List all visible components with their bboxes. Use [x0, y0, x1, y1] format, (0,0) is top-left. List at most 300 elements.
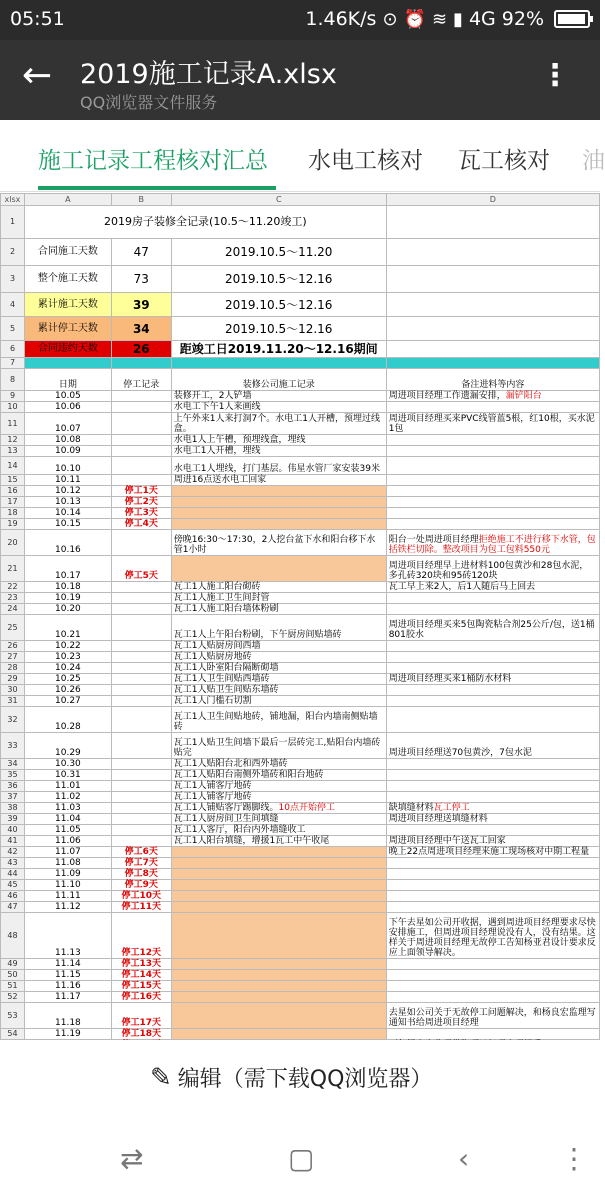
note-cell[interactable]	[386, 733, 599, 759]
row-number[interactable]: 50	[1, 970, 25, 981]
note-cell[interactable]	[386, 970, 599, 981]
table-row	[1, 446, 600, 457]
menu-icon[interactable]: ⋮	[560, 1142, 588, 1175]
date-cell[interactable]: 10.12	[24, 486, 111, 497]
stop-cell[interactable]	[111, 707, 171, 733]
column-title[interactable]: 日期	[24, 369, 111, 391]
work-cell[interactable]	[171, 508, 386, 519]
column-header[interactable]: B	[111, 194, 171, 206]
date-cell[interactable]: 10.20	[24, 604, 111, 615]
work-cell[interactable]	[171, 1003, 386, 1029]
row-number[interactable]: 13	[1, 446, 25, 457]
stop-cell[interactable]	[111, 402, 171, 413]
tab-painting[interactable]: 油	[582, 148, 605, 174]
work-cell[interactable]	[171, 803, 386, 814]
row-number[interactable]: 4	[1, 293, 25, 317]
note-cell[interactable]	[386, 615, 599, 641]
stop-cell[interactable]	[111, 593, 171, 604]
summary-value[interactable]: 39	[111, 293, 171, 317]
work-cell[interactable]	[171, 413, 386, 435]
stop-cell[interactable]: 停工5天	[111, 556, 171, 582]
note-cell[interactable]	[386, 913, 599, 959]
date-cell[interactable]: 10.13	[24, 497, 111, 508]
work-cell[interactable]	[171, 970, 386, 981]
work-cell[interactable]	[171, 992, 386, 1003]
row-number[interactable]: 9	[1, 391, 25, 402]
stop-cell[interactable]: 停工12天	[111, 913, 171, 959]
cell[interactable]	[111, 358, 171, 369]
note-cell[interactable]	[386, 707, 599, 733]
stop-cell[interactable]	[111, 663, 171, 674]
note-cell[interactable]	[386, 981, 599, 992]
stop-cell[interactable]	[111, 652, 171, 663]
date-cell[interactable]: 11.01	[24, 781, 111, 792]
row-number[interactable]: 31	[1, 696, 25, 707]
date-cell[interactable]: 11.06	[24, 836, 111, 847]
row-number[interactable]: 35	[1, 770, 25, 781]
work-cell[interactable]	[171, 781, 386, 792]
date-cell[interactable]: 11.03	[24, 803, 111, 814]
switch-icon[interactable]: ⇄	[120, 1142, 144, 1175]
row-number[interactable]: 36	[1, 781, 25, 792]
work-cell[interactable]	[171, 913, 386, 959]
stop-cell[interactable]: 停工3天	[111, 508, 171, 519]
work-cell[interactable]	[171, 814, 386, 825]
date-cell[interactable]: 10.22	[24, 641, 111, 652]
note-cell[interactable]	[386, 413, 599, 435]
stop-cell[interactable]: 停工7天	[111, 858, 171, 869]
note-cell[interactable]	[386, 663, 599, 674]
row-number[interactable]: 48	[1, 913, 25, 959]
cell[interactable]	[386, 239, 599, 266]
summary-range[interactable]: 2019.10.5～11.20	[171, 239, 386, 266]
date-cell[interactable]: 11.19	[24, 1029, 111, 1040]
row-number[interactable]: 12	[1, 435, 25, 446]
note-cell[interactable]	[386, 652, 599, 663]
stop-cell[interactable]: 停工11天	[111, 902, 171, 913]
date-cell[interactable]: 10.29	[24, 733, 111, 759]
work-cell[interactable]	[171, 770, 386, 781]
date-cell[interactable]: 10.31	[24, 770, 111, 781]
column-title[interactable]: 装修公司施工记录	[171, 369, 386, 391]
summary-value[interactable]: 26	[111, 341, 171, 358]
date-cell[interactable]: 11.10	[24, 880, 111, 891]
stop-cell[interactable]	[111, 475, 171, 486]
note-cell[interactable]	[386, 508, 599, 519]
stop-cell[interactable]: 停工14天	[111, 970, 171, 981]
row-number[interactable]: 8	[1, 369, 25, 391]
summary-value[interactable]: 34	[111, 317, 171, 341]
stop-cell[interactable]: 停工10天	[111, 891, 171, 902]
row-number[interactable]: 24	[1, 604, 25, 615]
date-cell[interactable]: 11.16	[24, 981, 111, 992]
work-cell[interactable]	[171, 981, 386, 992]
work-cell[interactable]	[171, 696, 386, 707]
date-cell[interactable]: 10.28	[24, 707, 111, 733]
more-menu-icon[interactable]: ⋮	[540, 58, 570, 93]
date-cell[interactable]: 11.07	[24, 847, 111, 858]
work-cell[interactable]	[171, 446, 386, 457]
date-cell[interactable]: 11.04	[24, 814, 111, 825]
table-row	[1, 582, 600, 593]
row-number[interactable]: 52	[1, 992, 25, 1003]
note-cell[interactable]	[386, 803, 599, 814]
work-cell[interactable]	[171, 615, 386, 641]
stop-cell[interactable]	[111, 836, 171, 847]
work-cell[interactable]	[171, 582, 386, 593]
note-cell[interactable]	[386, 759, 599, 770]
work-cell[interactable]	[171, 402, 386, 413]
date-cell[interactable]: 10.17	[24, 556, 111, 582]
stop-cell[interactable]	[111, 435, 171, 446]
work-cell[interactable]	[171, 652, 386, 663]
date-cell[interactable]: 10.11	[24, 475, 111, 486]
note-cell[interactable]	[386, 814, 599, 825]
work-cell[interactable]	[171, 792, 386, 803]
cell[interactable]	[386, 317, 599, 341]
note-cell[interactable]	[386, 880, 599, 891]
note-cell[interactable]	[386, 792, 599, 803]
row-number[interactable]: 51	[1, 981, 25, 992]
date-cell[interactable]: 10.27	[24, 696, 111, 707]
note-cell[interactable]	[386, 641, 599, 652]
summary-range[interactable]: 距竣工日2019.11.20～12.16期间	[171, 341, 386, 358]
note-cell[interactable]	[386, 959, 599, 970]
work-text: 水电工下午1人来画线	[173, 402, 261, 412]
column-header[interactable]: A	[24, 194, 111, 206]
note-cell[interactable]	[386, 891, 599, 902]
stop-cell[interactable]	[111, 582, 171, 593]
note-cell[interactable]	[386, 858, 599, 869]
note-cell[interactable]	[386, 391, 599, 402]
note-cell[interactable]	[386, 869, 599, 880]
stop-cell[interactable]	[111, 781, 171, 792]
work-cell[interactable]	[171, 497, 386, 508]
row-number[interactable]: 20	[1, 530, 25, 556]
table-row	[1, 970, 600, 981]
work-cell[interactable]	[171, 457, 386, 475]
row-number[interactable]: 15	[1, 475, 25, 486]
row-number[interactable]: 54	[1, 1029, 25, 1040]
row-number[interactable]: 38	[1, 803, 25, 814]
summary-label[interactable]: 累计停工天数	[24, 317, 111, 341]
date-cell[interactable]: 10.19	[24, 593, 111, 604]
tab-summary[interactable]: 施工记录工程核对汇总	[38, 148, 268, 174]
note-cell[interactable]	[386, 519, 599, 530]
note-cell[interactable]	[386, 781, 599, 792]
row-number[interactable]: 40	[1, 825, 25, 836]
row-number[interactable]: 14	[1, 457, 25, 475]
date-cell[interactable]: 10.06	[24, 402, 111, 413]
date-cell[interactable]: 10.10	[24, 457, 111, 475]
stop-cell[interactable]	[111, 413, 171, 435]
row-number[interactable]: 47	[1, 902, 25, 913]
stop-cell[interactable]	[111, 391, 171, 402]
note-cell[interactable]	[386, 435, 599, 446]
stop-cell[interactable]: 停工6天	[111, 847, 171, 858]
row-number[interactable]: 17	[1, 497, 25, 508]
row-number[interactable]: 10	[1, 402, 25, 413]
row-number[interactable]: 37	[1, 792, 25, 803]
stop-cell[interactable]: 停工17天	[111, 1003, 171, 1029]
date-cell[interactable]: 10.23	[24, 652, 111, 663]
summary-label[interactable]: 合同违约天数	[24, 341, 111, 358]
summary-value[interactable]: 73	[111, 266, 171, 293]
back-icon[interactable]: ‹	[458, 1142, 470, 1175]
stop-cell[interactable]	[111, 759, 171, 770]
work-cell[interactable]	[171, 530, 386, 556]
summary-label[interactable]: 累计施工天数	[24, 293, 111, 317]
column-header[interactable]: C	[171, 194, 386, 206]
row-number[interactable]: 29	[1, 674, 25, 685]
stop-cell[interactable]: 停工1天	[111, 486, 171, 497]
cell[interactable]	[386, 293, 599, 317]
summary-range[interactable]: 2019.10.5～12.16	[171, 293, 386, 317]
note-cell[interactable]	[386, 486, 599, 497]
row-number[interactable]: 1	[1, 206, 25, 239]
note-cell[interactable]	[386, 836, 599, 847]
spreadsheet[interactable]	[0, 193, 600, 1040]
date-cell[interactable]: 10.14	[24, 508, 111, 519]
stop-cell[interactable]: 停工16天	[111, 992, 171, 1003]
date-cell[interactable]: 10.18	[24, 582, 111, 593]
work-cell[interactable]	[171, 825, 386, 836]
stop-cell[interactable]: 停工13天	[111, 959, 171, 970]
cell[interactable]	[386, 358, 599, 369]
work-cell[interactable]	[171, 858, 386, 869]
note-cell[interactable]	[386, 530, 599, 556]
note-cell[interactable]	[386, 457, 599, 475]
date-cell[interactable]: 11.02	[24, 792, 111, 803]
date-cell[interactable]: 10.21	[24, 615, 111, 641]
cell[interactable]	[171, 358, 386, 369]
date-cell[interactable]: 11.17	[24, 992, 111, 1003]
date-cell[interactable]: 10.05	[24, 391, 111, 402]
edit-label: 编辑（需下载QQ浏览器）	[177, 1067, 433, 1092]
stop-cell[interactable]	[111, 615, 171, 641]
date-cell[interactable]: 10.26	[24, 685, 111, 696]
work-cell[interactable]	[171, 1029, 386, 1040]
column-header[interactable]: D	[386, 194, 599, 206]
note-cell[interactable]	[386, 992, 599, 1003]
row-number[interactable]: 28	[1, 663, 25, 674]
row-number[interactable]: 49	[1, 959, 25, 970]
date-cell[interactable]: 11.11	[24, 891, 111, 902]
row-number[interactable]: 18	[1, 508, 25, 519]
note-text: 周进项目经理送70包黄沙，7包水泥	[388, 748, 532, 758]
stop-cell[interactable]: 停工15天	[111, 981, 171, 992]
note-cell[interactable]	[386, 902, 599, 913]
row-number[interactable]: 41	[1, 836, 25, 847]
note-cell[interactable]	[386, 770, 599, 781]
note-cell[interactable]	[386, 475, 599, 486]
cell[interactable]	[386, 341, 599, 358]
stop-cell[interactable]	[111, 685, 171, 696]
stop-cell[interactable]	[111, 674, 171, 685]
note-cell[interactable]	[386, 847, 599, 858]
work-cell[interactable]	[171, 556, 386, 582]
note-cell[interactable]	[386, 696, 599, 707]
date-cell[interactable]: 10.15	[24, 519, 111, 530]
date-cell[interactable]: 10.08	[24, 435, 111, 446]
row-number[interactable]: 25	[1, 615, 25, 641]
work-cell[interactable]	[171, 519, 386, 530]
date-cell[interactable]: 11.15	[24, 970, 111, 981]
note-cell[interactable]	[386, 497, 599, 508]
note-cell[interactable]	[386, 402, 599, 413]
row-number[interactable]: 46	[1, 891, 25, 902]
date-cell[interactable]: 11.18	[24, 1003, 111, 1029]
cell[interactable]	[24, 358, 111, 369]
stop-cell[interactable]	[111, 641, 171, 652]
date-cell[interactable]: 11.13	[24, 913, 111, 959]
note-cell[interactable]	[386, 1029, 599, 1040]
work-cell[interactable]	[171, 391, 386, 402]
stop-cell[interactable]	[111, 792, 171, 803]
row-number[interactable]: 11	[1, 413, 25, 435]
stop-cell[interactable]: 停工18天	[111, 1029, 171, 1040]
note-cell[interactable]	[386, 446, 599, 457]
sheet-title-cell[interactable]: 2019房子装修全记录(10.5～11.20竣工)	[24, 206, 386, 239]
summary-row	[1, 239, 600, 266]
home-icon[interactable]: ▢	[288, 1142, 315, 1175]
summary-label[interactable]: 合同施工天数	[24, 239, 111, 266]
row-number[interactable]: 21	[1, 556, 25, 582]
work-cell[interactable]	[171, 880, 386, 891]
tab-tiling[interactable]: 瓦工核对	[458, 148, 550, 174]
work-cell[interactable]	[171, 707, 386, 733]
stop-cell[interactable]	[111, 457, 171, 475]
summary-row	[1, 317, 600, 341]
row-number[interactable]: 34	[1, 759, 25, 770]
work-cell[interactable]	[171, 959, 386, 970]
work-cell[interactable]	[171, 593, 386, 604]
table-row	[1, 663, 600, 674]
note-cell[interactable]	[386, 582, 599, 593]
summary-range[interactable]: 2019.10.5～12.16	[171, 266, 386, 293]
cell[interactable]	[386, 206, 599, 239]
date-cell[interactable]: 10.16	[24, 530, 111, 556]
work-cell[interactable]	[171, 435, 386, 446]
row-number[interactable]: 22	[1, 582, 25, 593]
stop-cell[interactable]	[111, 446, 171, 457]
stop-cell[interactable]	[111, 530, 171, 556]
row-number[interactable]: 6	[1, 341, 25, 358]
row-number[interactable]: 23	[1, 593, 25, 604]
work-cell[interactable]	[171, 902, 386, 913]
stop-cell[interactable]: 停工4天	[111, 519, 171, 530]
note-cell[interactable]	[386, 685, 599, 696]
work-cell[interactable]	[171, 486, 386, 497]
work-cell[interactable]	[171, 733, 386, 759]
work-cell[interactable]	[171, 641, 386, 652]
row-number[interactable]: 5	[1, 317, 25, 341]
row-number[interactable]: 2	[1, 239, 25, 266]
corner-cell[interactable]: xlsx	[1, 194, 25, 206]
summary-value[interactable]: 47	[111, 239, 171, 266]
work-cell[interactable]	[171, 674, 386, 685]
stop-cell[interactable]	[111, 696, 171, 707]
row-number[interactable]: 32	[1, 707, 25, 733]
work-cell[interactable]	[171, 847, 386, 858]
row-number[interactable]: 26	[1, 641, 25, 652]
date-cell[interactable]: 11.12	[24, 902, 111, 913]
row-number[interactable]: 16	[1, 486, 25, 497]
date-cell[interactable]: 10.07	[24, 413, 111, 435]
work-cell[interactable]	[171, 869, 386, 880]
note-cell[interactable]	[386, 556, 599, 582]
stop-cell[interactable]	[111, 825, 171, 836]
column-title[interactable]: 备注进料等内容	[386, 369, 599, 391]
cell[interactable]	[386, 266, 599, 293]
tab-plumbing[interactable]: 水电工核对	[308, 148, 423, 174]
date-cell[interactable]: 11.08	[24, 858, 111, 869]
note-cell[interactable]	[386, 674, 599, 685]
date-cell[interactable]: 11.14	[24, 959, 111, 970]
stop-cell[interactable]	[111, 814, 171, 825]
row-number[interactable]: 43	[1, 858, 25, 869]
work-cell[interactable]	[171, 759, 386, 770]
date-cell[interactable]: 10.30	[24, 759, 111, 770]
stop-cell[interactable]: 停工2天	[111, 497, 171, 508]
work-cell[interactable]	[171, 891, 386, 902]
row-number[interactable]: 53	[1, 1003, 25, 1029]
column-header-row	[1, 194, 600, 206]
date-cell[interactable]: 10.24	[24, 663, 111, 674]
note-text: 瓦工早上来2人，后1人随后马上回去	[388, 582, 536, 592]
note-cell[interactable]	[386, 604, 599, 615]
stop-cell[interactable]	[111, 803, 171, 814]
row-number[interactable]: 39	[1, 814, 25, 825]
back-arrow-icon[interactable]: ←	[22, 55, 53, 96]
row-number[interactable]: 42	[1, 847, 25, 858]
row-number[interactable]: 30	[1, 685, 25, 696]
work-cell[interactable]	[171, 475, 386, 486]
note-cell[interactable]	[386, 825, 599, 836]
row-number[interactable]: 3	[1, 266, 25, 293]
stop-cell[interactable]	[111, 733, 171, 759]
date-cell[interactable]: 10.09	[24, 446, 111, 457]
work-cell[interactable]	[171, 836, 386, 847]
row-number[interactable]: 44	[1, 869, 25, 880]
row-number[interactable]: 33	[1, 733, 25, 759]
row-number[interactable]: 27	[1, 652, 25, 663]
work-cell[interactable]	[171, 604, 386, 615]
row-number[interactable]: 7	[1, 358, 25, 369]
note-cell[interactable]	[386, 1003, 599, 1029]
date-cell[interactable]: 11.09	[24, 869, 111, 880]
date-cell[interactable]: 10.25	[24, 674, 111, 685]
summary-range[interactable]: 2019.10.5～12.16	[171, 317, 386, 341]
stop-cell[interactable]	[111, 604, 171, 615]
table-row	[1, 696, 600, 707]
column-title[interactable]: 停工记录	[111, 369, 171, 391]
note-cell[interactable]	[386, 593, 599, 604]
stop-cell[interactable]	[111, 770, 171, 781]
work-text: 瓦工1人施工卫生间封管	[173, 593, 270, 603]
summary-label[interactable]: 整个施工天数	[24, 266, 111, 293]
row-number[interactable]: 45	[1, 880, 25, 891]
row-number[interactable]: 19	[1, 519, 25, 530]
edit-button[interactable]	[150, 1062, 432, 1093]
work-cell[interactable]	[171, 685, 386, 696]
date-cell[interactable]: 11.05	[24, 825, 111, 836]
table-row	[1, 981, 600, 992]
stop-cell[interactable]: 停工8天	[111, 869, 171, 880]
work-cell[interactable]	[171, 663, 386, 674]
stop-cell[interactable]: 停工9天	[111, 880, 171, 891]
table-row	[1, 497, 600, 508]
